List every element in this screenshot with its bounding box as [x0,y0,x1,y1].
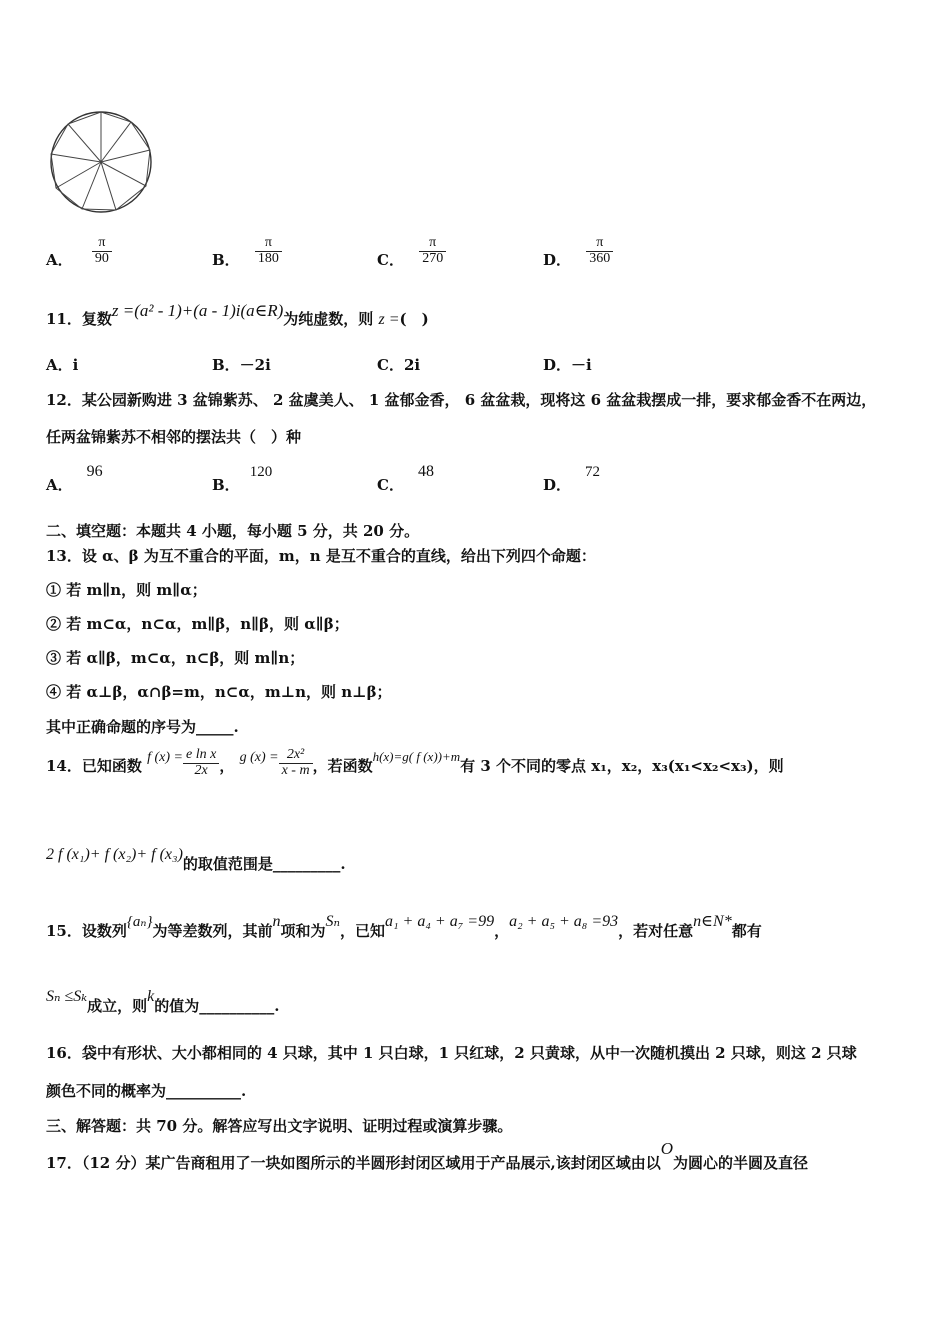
q10-option-b-fraction: $\frac{\pi}{180}$ [255,236,282,266]
q13-proposition-3: ③ 若 α∥β，m⊂α，n⊂β，则 m∥n； [46,649,305,667]
q17-stem: 17．（12 分）某广告商租用了一块如图所示的半圆形封闭区域用于产品展示,该封闭区域由以O为圆心的半圆及直径 [46,1139,808,1172]
q11-option-c[interactable]: C．2i [377,356,421,374]
q13-question: 其中正确命题的序号为_____. [46,718,239,736]
section2-heading: 二、填空题：本题共 4 小题，每小题 5 分，共 20 分。 [46,522,420,540]
q10-option-a[interactable]: A． $\frac{\pi}{90}$ [46,236,112,266]
q10-option-d[interactable]: D． $\frac{\pi}{360}$ [543,236,613,266]
q10-option-a-fraction: $\frac{\pi}{90}$ [92,236,112,266]
q12-stem-line2: 任两盆锦紫苏不相邻的摆法共（ ）种 [46,428,302,446]
q16-stem-line1: 16．袋中有形状、大小都相同的 4 只球，其中 1 只白球，1 只红球，2 只黄球，从中一次随机摸出 2 只球，则这 2 只球 [46,1044,857,1062]
q13-proposition-2: ② 若 m⊂α，n⊂α，m∥β，n∥β，则 α∥β； [46,615,349,633]
q16-stem-line2: 颜色不同的概率为__________. [46,1082,247,1100]
q14-f-fraction: $\frac{\text{e ln x}}{2x}$ [183,748,219,778]
q12-option-c[interactable]: C．48 [377,463,434,494]
q12-option-a[interactable]: A．96 [46,463,103,494]
q11-option-d[interactable]: D．－i [543,356,592,374]
q10-option-d-fraction: $\frac{\pi}{360}$ [586,236,613,266]
section3-heading: 三、解答题：共 70 分。解答应写出文字说明、证明过程或演算步骤。 [46,1117,513,1135]
q15-stem: 15．设数列{aₙ}为等差数列，其前n项和为Sₙ，已知a₁ + a₄ + a₇ =99，a₂ + a₅ + a₈ =93，若对任意n∈N*都有 [46,913,762,940]
q14-stem: 14．已知函数 f (x) = $\frac{\text{e ln x}}{2x}$ ， g (x) = $\frac{\text{2x²}}{x - m}$ ，若函数h(x)=g( f (x))+m有 3 个不同的零点 x₁，x₂，x₃(x₁<x₂<x₃)，则 [46,747,784,778]
circle-figure [46,110,158,216]
q12-option-b[interactable]: B．120 [212,464,273,494]
q15-question: Sₙ ≤Sₖ成立，则k的值为__________. [46,988,280,1015]
q11-option-b[interactable]: B．－2i [212,356,271,374]
q10-option-b[interactable]: B． $\frac{\pi}{180}$ [212,236,282,266]
q13-proposition-1: ① 若 m∥n，则 m∥α； [46,581,207,599]
q12-stem-line1: 12．某公园新购进 3 盆锦紫苏、 2 盆虞美人、 1 盆郁金香， 6 盆盆栽，现将这 6 盆盆栽摆成一排，要求郁金香不在两边， [46,391,877,409]
q10-option-c[interactable]: C． $\frac{\pi}{270}$ [377,236,446,266]
q11-option-a[interactable]: A．i [46,356,79,374]
q13-stem: 13．设 α、β 为互不重合的平面，m，n 是互不重合的直线，给出下列四个命题： [46,547,596,565]
q11-formula: z =(a² - 1)+(a - 1)i(a∈R) [111,301,284,320]
q14-g-fraction: $\frac{\text{2x²}}{x - m}$ [279,748,313,778]
q11-stem: 11．复数z =(a² - 1)+(a - 1)i(a∈R)为纯虚数，则 z =( ) [46,301,429,328]
q12-option-d[interactable]: D．72 [543,464,601,494]
q14-question: 2 f (x₁)+ f (x₂)+ f (x₃)的取值范围是_________. [46,846,346,873]
q13-proposition-4: ④ 若 α⊥β，α∩β=m，n⊂α，m⊥n，则 n⊥β； [46,683,392,701]
q10-option-c-fraction: $\frac{\pi}{270}$ [419,236,446,266]
